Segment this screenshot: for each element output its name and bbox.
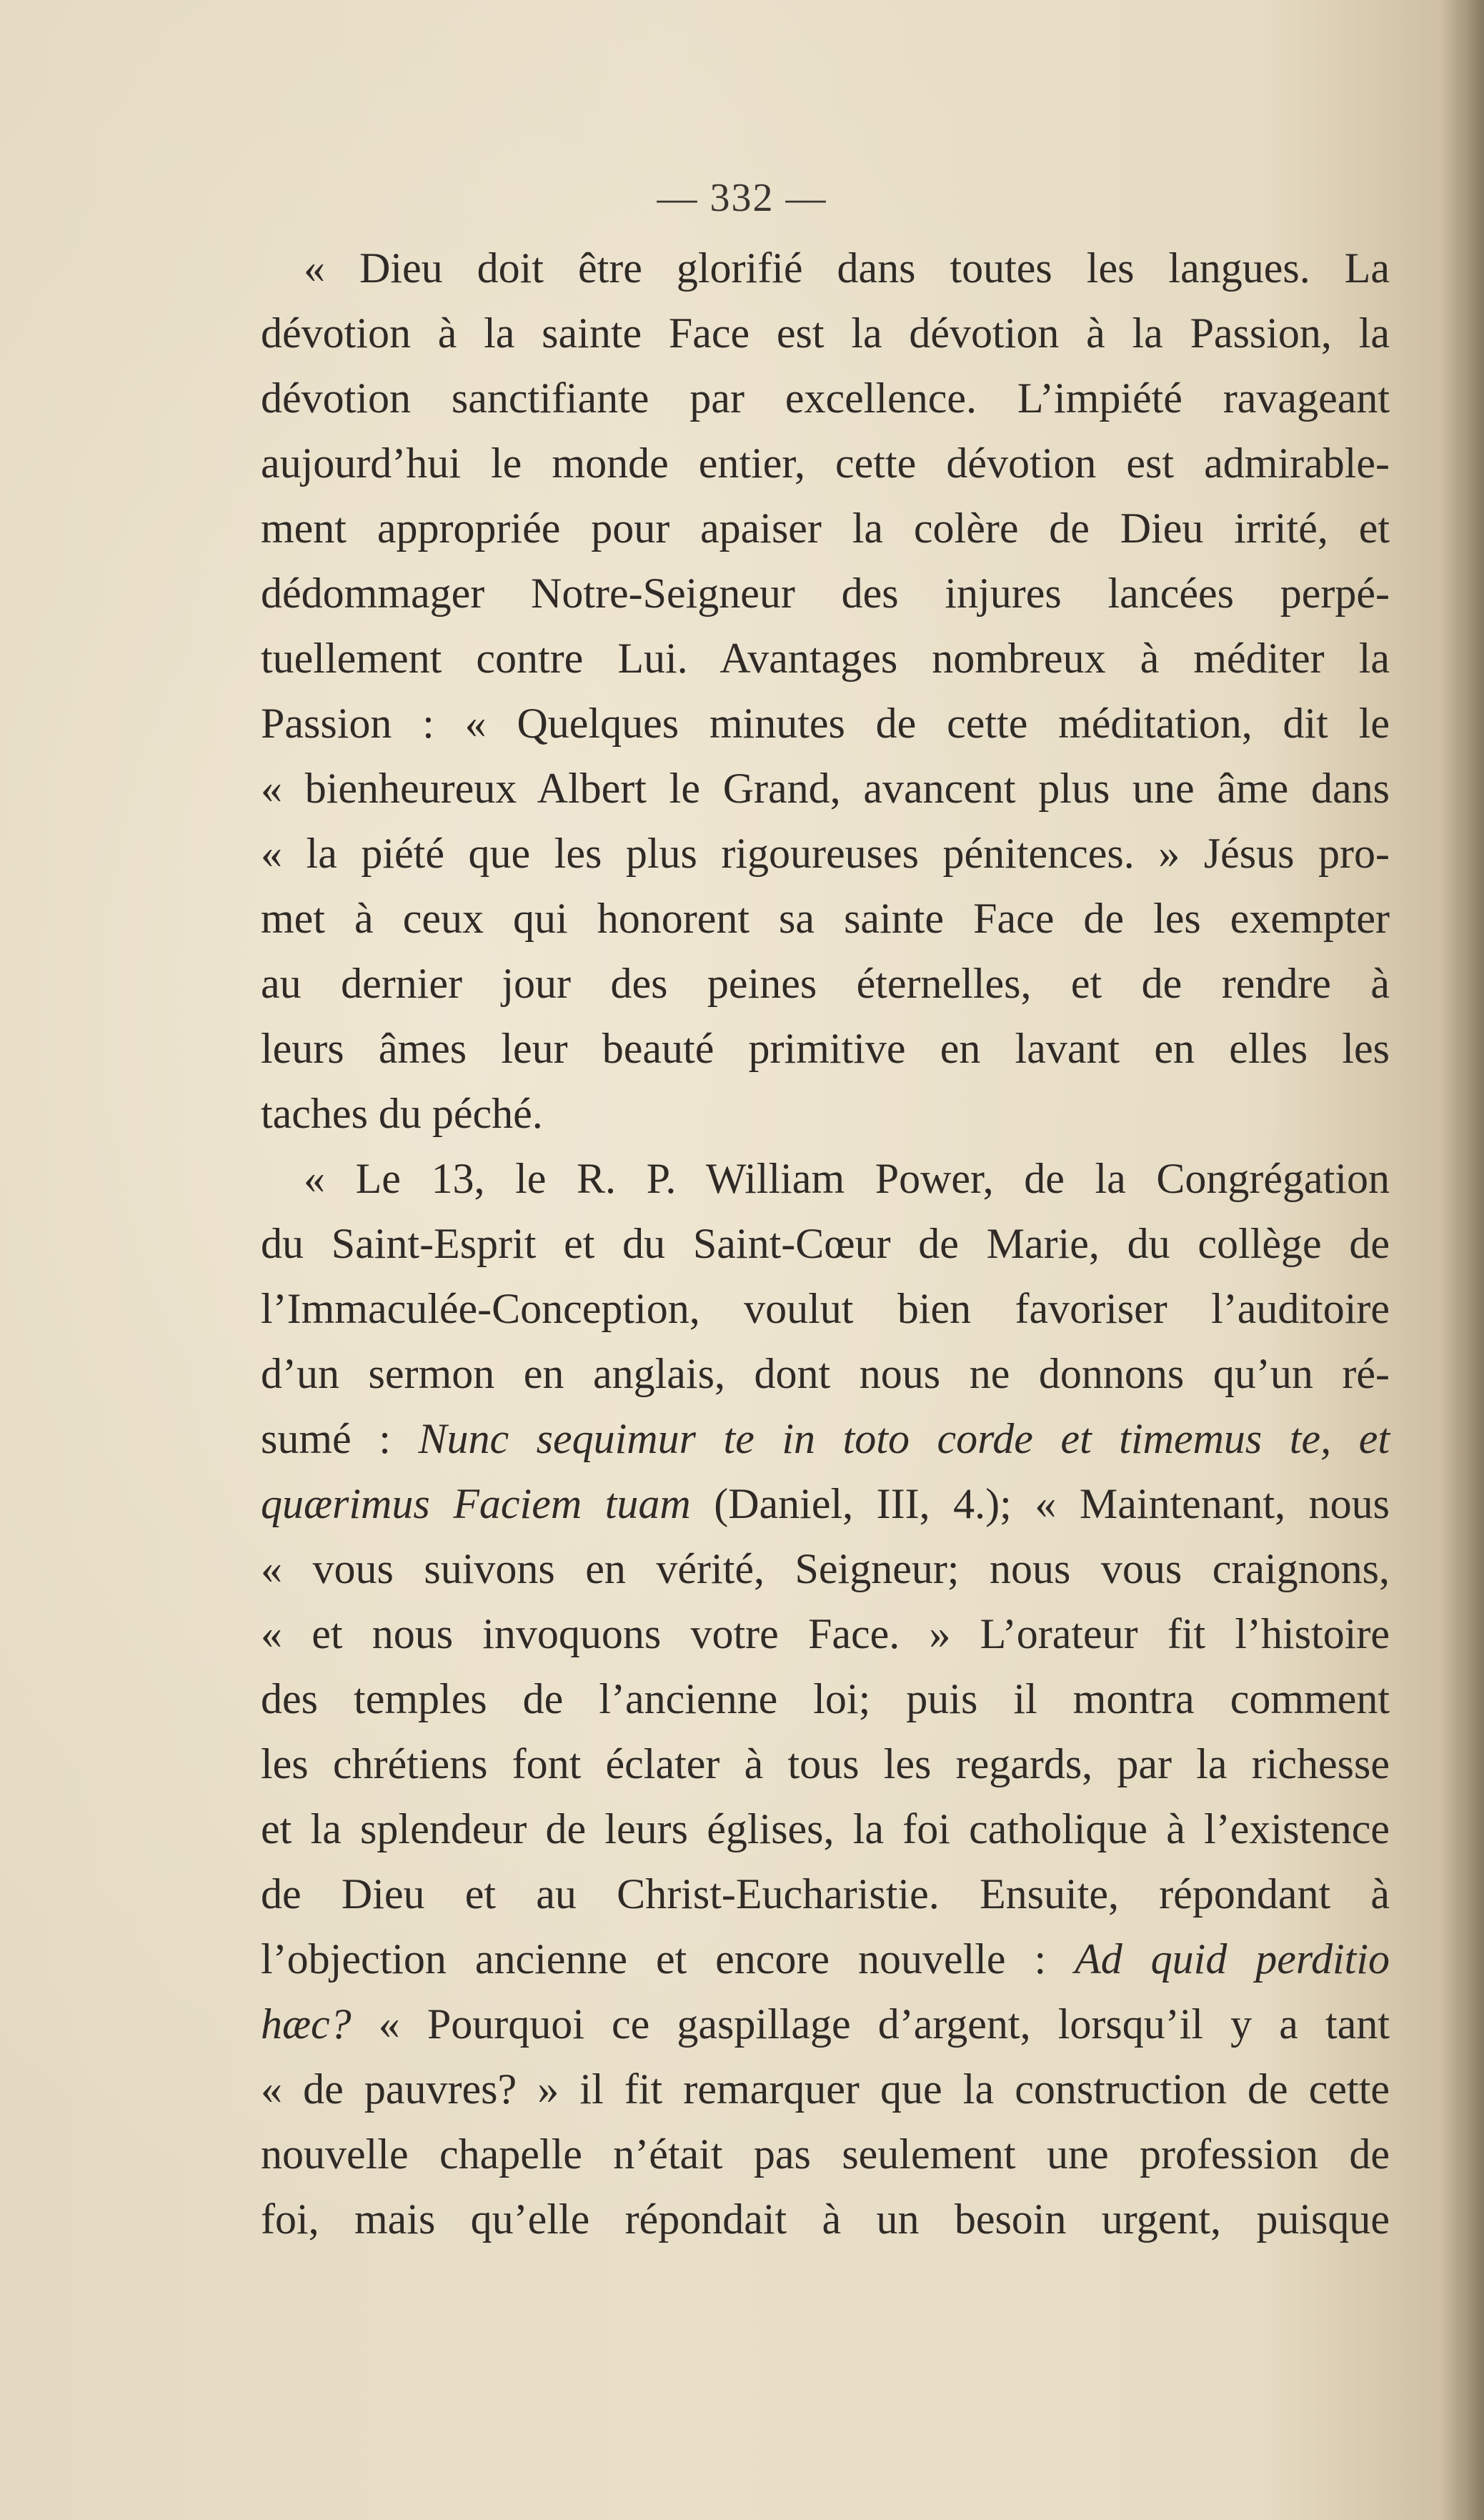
text-roman: sumé :	[261, 1415, 419, 1462]
text-line	[261, 1927, 1390, 1992]
text-line: taches du péché.	[261, 1090, 543, 1137]
text-line: « Dieu doit être glorifié dans toutes les langues. La	[304, 244, 1390, 292]
text-roman: « Pourquoi ce gaspillage d’argent, lorsqu’il y a tant	[351, 2000, 1390, 2048]
text-line: ment appropriée pour apaiser la colère de Dieu irrité, et	[261, 505, 1390, 552]
text-roman: (Daniel, III, 4.); « Maintenant, nous	[690, 1480, 1390, 1527]
text-line: du Saint-Esprit et du Saint-Cœur de Marie, du collège de	[261, 1220, 1390, 1267]
text-line: d’un sermon en anglais, dont nous ne donnons qu’un ré-	[261, 1350, 1390, 1397]
text-line: Passion : « Quelques minutes de cette méditation, dit le	[261, 700, 1390, 747]
text-line: met à ceux qui honorent sa sainte Face de les exempter	[261, 895, 1390, 942]
text-line: « la piété que les plus rigoureuses pénitences. » Jésus pro-	[261, 830, 1390, 877]
text-line: « Le 13, le R. P. William Power, de la Congrégation	[304, 1155, 1390, 1202]
page-number: — 332 —	[657, 176, 827, 220]
text-line: aujourd’hui le monde entier, cette dévotion est admirable-	[261, 440, 1390, 487]
text-italic-latin: quærimus Faciem tuam	[261, 1480, 691, 1527]
text-line: les chrétiens font éclater à tous les regards, par la richesse	[261, 1740, 1390, 1787]
text-line: l’Immaculée-Conception, voulut bien favoriser l’auditoire	[261, 1285, 1390, 1332]
text-line	[261, 1407, 1390, 1472]
text-line: au dernier jour des peines éternelles, et de rendre à	[261, 960, 1390, 1007]
text-line: des temples de l’ancienne loi; puis il montra comment	[261, 1675, 1390, 1722]
text-italic-latin: hæc?	[261, 2000, 352, 2048]
text-line: « bienheureux Albert le Grand, avancent plus une âme dans	[261, 765, 1390, 812]
text-line: et la splendeur de leurs églises, la foi catholique à l’existence	[261, 1805, 1390, 1852]
text-italic-latin: Ad quid perditio	[1075, 1935, 1390, 1983]
text-line	[261, 1472, 1390, 1537]
text-line: de Dieu et au Christ-Eucharistie. Ensuite, répondant à	[261, 1870, 1390, 1918]
text-line: « et nous invoquons votre Face. » L’orateur fit l’histoire	[261, 1610, 1390, 1657]
text-line	[261, 1992, 1390, 2057]
text-line: « de pauvres? » il fit remarquer que la construction de cette	[261, 2065, 1390, 2113]
text-italic-latin: Nunc sequimur te in toto corde et timemus te, et	[418, 1415, 1390, 1462]
text-line: dévotion sanctifiante par excellence. L’impiété ravageant	[261, 374, 1390, 422]
text-line: dévotion à la sainte Face est la dévotion à la Passion, la	[261, 309, 1390, 357]
text-line: leurs âmes leur beauté primitive en lavant en elles les	[261, 1025, 1390, 1072]
page-edge-shadow	[1441, 0, 1484, 2520]
text-line: foi, mais qu’elle répondait à un besoin urgent, puisque	[261, 2196, 1390, 2243]
text-roman: l’objection ancienne et encore nouvelle :	[261, 1935, 1075, 1983]
text-line: « vous suivons en vérité, Seigneur; nous vous craignons,	[261, 1545, 1390, 1592]
text-line: nouvelle chapelle n’était pas seulement une profession de	[261, 2130, 1390, 2178]
text-line: tuellement contre Lui. Avantages nombreux à méditer la	[261, 635, 1390, 682]
body-text	[261, 236, 1390, 2252]
text-line: dédommager Notre-Seigneur des injures lancées perpé-	[261, 570, 1390, 617]
